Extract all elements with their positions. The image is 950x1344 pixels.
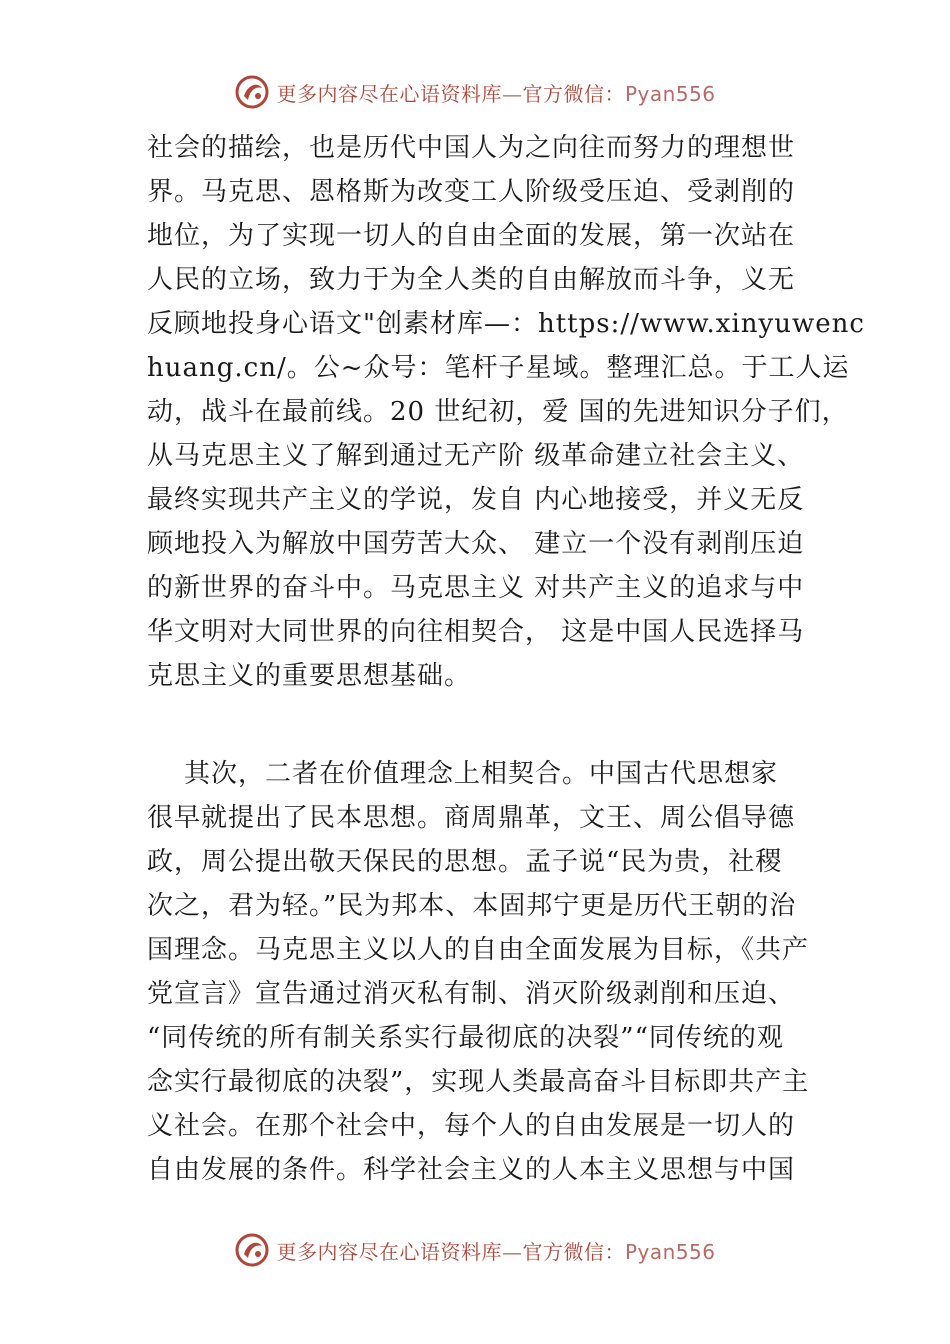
paragraph-1 <box>147 126 865 698</box>
text-line: 从马克思主义了解到通过无产阶 级革命建立社会主义、 <box>147 441 805 471</box>
document-body <box>147 126 865 1192</box>
text-line: 党宣言》宣告通过消灭私有制、消灭阶级剥削和压迫、 <box>147 979 796 1009</box>
watermark-text <box>276 78 715 107</box>
text-line: “同传统的所有制关系实行最彻底的决裂”“同传统的观 <box>147 1023 784 1053</box>
text-line: 最终实现共产主义的学说，发自 内心地接受，并义无反 <box>147 485 805 515</box>
watermark-contact: 官方微信： <box>522 81 625 106</box>
watermark-title: 更多内容尽在心语资料库 <box>276 81 502 106</box>
text-line: 念实行最彻底的决裂”，实现人类最高奋斗目标即共产主 <box>147 1067 810 1097</box>
watermark-title: 更多内容尽在心语资料库 <box>276 1239 502 1264</box>
watermark-separator: — <box>501 1239 523 1264</box>
watermark-text <box>276 1236 715 1265</box>
brand-logo-icon <box>234 74 270 110</box>
text-line: 次之，君为轻。”民为邦本、本固邦宁更是历代王朝的治 <box>147 891 797 921</box>
text-line: 克思主义的重要思想基础。 <box>147 661 472 691</box>
text-line: 的新世界的奋斗中。马克思主义 对共产主义的追求与中 <box>147 573 805 603</box>
text-line: 自由发展的条件。科学社会主义的人本主义思想与中国 <box>147 1155 796 1185</box>
watermark-separator: — <box>501 81 523 106</box>
watermark-handle: Pyan556 <box>624 1239 716 1264</box>
watermark-handle: Pyan556 <box>624 81 716 106</box>
text-line: huang.cn/。公~众号：笔杆子星域。整理汇总。于工人运 <box>147 353 850 383</box>
text-line: 政，周公提出敬天保民的思想。孟子说“民为贵，社稷 <box>147 847 783 877</box>
text-line: 地位，为了实现一切人的自由全面的发展，第一次站在 <box>147 221 796 251</box>
text-line: 顾地投入为解放中国劳苦大众、 建立一个没有剥削压迫 <box>147 529 805 559</box>
brand-logo-icon <box>234 1232 270 1268</box>
paragraph-spacer <box>147 698 847 752</box>
text-line: 界。马克思、恩格斯为改变工人阶级受压迫、受剥削的 <box>147 177 796 207</box>
text-line: 国理念。马克思主义以人的自由全面发展为目标，《共产 <box>147 935 810 965</box>
paragraph-2 <box>147 752 847 1192</box>
text-line: 义社会。在那个社会中，每个人的自由发展是一切人的 <box>147 1111 796 1141</box>
text-line: 动，战斗在最前线。20 世纪初，爱 国的先进知识分子们， <box>147 397 849 427</box>
text-line: 其次，二者在价值理念上相契合。中国古代思想家 <box>147 759 779 789</box>
text-line: 很早就提出了民本思想。商周鼎革，文王、周公倡导德 <box>147 803 796 833</box>
watermark-contact: 官方微信： <box>522 1239 625 1264</box>
footer-watermark <box>0 1232 950 1268</box>
text-line: 华文明对大同世界的向往相契合， 这是中国人民选择马 <box>147 617 805 647</box>
header-watermark <box>0 74 950 110</box>
text-line: 人民的立场，致力于为全人类的自由解放而斗争，义无 <box>147 265 796 295</box>
text-line: 反顾地投身心语文"创素材库—：https://www.xinyuwenc <box>147 309 865 339</box>
text-line: 社会的描绘，也是历代中国人为之向往而努力的理想世 <box>147 133 796 163</box>
